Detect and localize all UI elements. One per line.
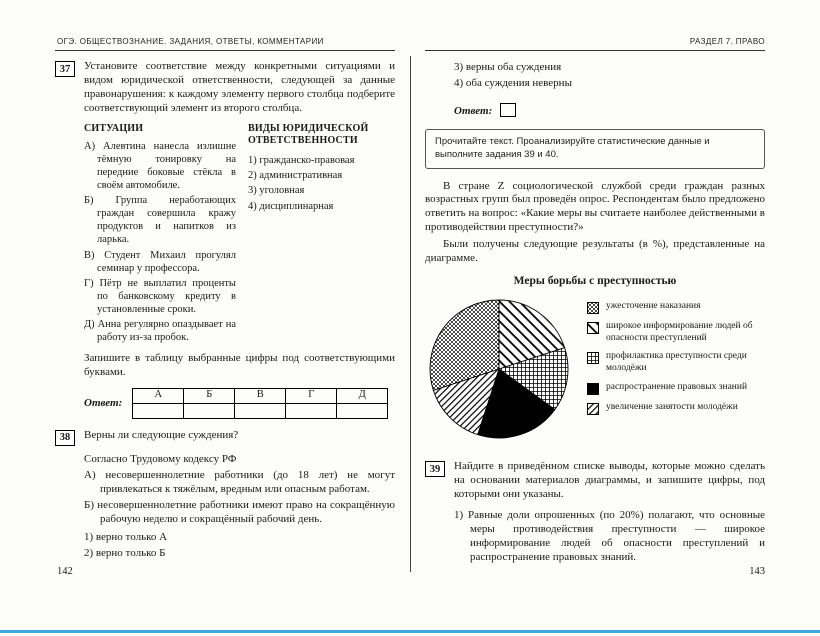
option-item: 1) верно только А bbox=[84, 531, 168, 544]
answer-table-empty-row bbox=[133, 403, 388, 418]
page-number-left: 142 bbox=[57, 566, 73, 577]
answer-box bbox=[500, 103, 516, 117]
chart-title: Меры борьбы с преступностью bbox=[513, 275, 677, 288]
option-item: 3) верны оба суждения bbox=[454, 61, 562, 73]
legend-swatch-icon bbox=[587, 403, 599, 415]
liability-type-item: 2) административная bbox=[248, 170, 343, 182]
task-37-answer-row bbox=[84, 388, 395, 419]
answer-cell bbox=[286, 403, 337, 418]
legend-item bbox=[587, 351, 765, 374]
task-38-options-continued bbox=[454, 60, 765, 119]
intro-paragraph: В стране Z социологической службой среди граждан разных возрастных групп был проведён опрос. Респондентам было предложено ответить на вопрос: «Какие меры вы считаете наиболее действенными в противодействии преступности?» bbox=[425, 179, 765, 234]
legend-item bbox=[587, 402, 765, 415]
task-38-body bbox=[84, 453, 395, 563]
task-37-instruction: Запишите в таблицу выбранные цифры под соответствующими буквами. bbox=[84, 351, 395, 378]
task-37-text: Установите соответствие между конкретными ситуациями и видом юридической ответственности, следующей за данные правонарушения: к каждому элементу первого столбца подберите соответствующий элемент из второго столбца. bbox=[84, 60, 395, 114]
conclusion-option: 1) Равные доли опрошенных (по 20%) полагают, что основные меры противодействия преступности — широкое информирование людей об опасности преступлений и распространение правовых знаний. bbox=[454, 509, 765, 564]
legend-swatch-icon bbox=[587, 322, 599, 334]
situation-item: Б) Группа неработающих граждан совершила кражу продуктов и напитков из ларька. bbox=[84, 195, 236, 246]
task-39 bbox=[425, 460, 765, 502]
legend-item bbox=[587, 301, 765, 314]
task-39-number-badge: 39 bbox=[425, 461, 445, 477]
pie-chart bbox=[425, 295, 573, 448]
legend-label: широкое информирование людей об опасности преступлений bbox=[606, 321, 753, 343]
situation-item: В) Студент Михаил прогулял семинар у профессора. bbox=[84, 249, 236, 274]
pie-chart-block bbox=[425, 295, 765, 448]
running-header-right: РАЗДЕЛ 7. ПРАВО bbox=[689, 37, 765, 46]
page-left bbox=[55, 60, 395, 562]
answer-table-header-row bbox=[133, 388, 388, 403]
answer-table bbox=[132, 388, 388, 419]
legend-label: ужесточение наказания bbox=[606, 301, 701, 312]
header-rule-right bbox=[425, 50, 765, 51]
task-38-answer-row bbox=[454, 101, 765, 119]
intro-paragraph: Были получены следующие результаты (в %), представленные на диаграмме. bbox=[425, 238, 765, 265]
task-37-number-badge: 37 bbox=[55, 61, 75, 77]
legend-item bbox=[587, 382, 765, 395]
center-divider bbox=[410, 56, 411, 572]
answer-cell bbox=[235, 403, 286, 418]
option-item: 2) верно только Б bbox=[84, 547, 166, 560]
legend-swatch-icon bbox=[587, 383, 599, 395]
task-37 bbox=[55, 60, 395, 116]
liability-type-item: 3) уголовная bbox=[248, 185, 305, 197]
legend-label: профилактика преступности среди молодёжи bbox=[606, 351, 747, 374]
task-39-body bbox=[454, 509, 765, 565]
answer-column-letter: Д bbox=[337, 388, 388, 403]
legend-label: увеличение занятости молодёжи bbox=[606, 401, 738, 412]
task-39-text: Найдите в приведённом списке выводы, которые можно сделать на основании материалов диаграммы, и запишите цифры, под которыми они указаны. bbox=[454, 460, 765, 501]
answer-column-letter: А bbox=[133, 388, 184, 403]
bottom-edge-strip bbox=[0, 630, 820, 633]
legend-swatch-icon bbox=[587, 352, 599, 364]
answer-cell bbox=[133, 403, 184, 418]
situations-column bbox=[84, 123, 236, 346]
page-right bbox=[425, 60, 765, 569]
liability-types-column bbox=[248, 123, 395, 346]
statement-item: А) несовершеннолетние работники (до 18 лет) не могут привлекаться к тяжёлым, вредным или опасным работам. bbox=[84, 468, 395, 495]
situation-item: А) Алевтина нанесла излишне тёмную тонировку на передние боковые стёкла в своём автомобиле. bbox=[84, 141, 236, 192]
answer-label: Ответ: bbox=[84, 397, 123, 410]
legend-label: распространение правовых знаний bbox=[606, 381, 748, 392]
task-37-body bbox=[84, 123, 395, 419]
answer-column-letter: В bbox=[235, 388, 286, 403]
answer-label: Ответ: bbox=[454, 104, 493, 117]
pie-chart-svg bbox=[425, 295, 573, 443]
answer-cell bbox=[337, 403, 388, 418]
answer-column-letter: Б bbox=[184, 388, 235, 403]
chart-legend bbox=[587, 295, 765, 421]
statement-item: Б) несовершеннолетние работники имеют право на сокращённую рабочую неделю и сокращённый рабочий день. bbox=[84, 499, 395, 526]
legend-swatch-icon bbox=[587, 302, 599, 314]
liability-type-item: 1) гражданско-правовая bbox=[248, 154, 355, 166]
option-item: 4) оба суждения неверны bbox=[454, 76, 572, 89]
liability-type-item: 4) дисциплинарная bbox=[248, 200, 334, 212]
task-38-text: Верны ли следующие суждения? bbox=[84, 428, 239, 441]
task-38-intro: Согласно Трудовому кодексу РФ bbox=[84, 452, 237, 465]
instruction-note-box: Прочитайте текст. Проанализируйте статистические данные и выполните задания 39 и 40. bbox=[425, 129, 765, 169]
situation-item: Д) Анна регулярно опаздывает на работу из-за пробок. bbox=[84, 318, 236, 343]
header-rule-left bbox=[55, 50, 395, 51]
liability-types-title: ВИДЫ ЮРИДИЧЕСКОЙ ОТВЕТСТВЕННОСТИ bbox=[248, 122, 369, 147]
situation-item: Г) Пётр не выплатил проценты по банковскому кредиту в установленные сроки. bbox=[84, 277, 236, 315]
answer-cell bbox=[184, 403, 235, 418]
page-number-right: 143 bbox=[749, 566, 765, 577]
task-38 bbox=[55, 429, 395, 446]
answer-column-letter: Г bbox=[286, 388, 337, 403]
matching-columns bbox=[84, 123, 395, 346]
legend-item bbox=[587, 321, 765, 344]
task-38-number-badge: 38 bbox=[55, 430, 75, 446]
situations-title: СИТУАЦИИ bbox=[84, 122, 144, 134]
running-header-left: ОГЭ. ОБЩЕСТВОЗНАНИЕ. ЗАДАНИЯ, ОТВЕТЫ, КОММЕНТАРИИ bbox=[57, 37, 324, 46]
